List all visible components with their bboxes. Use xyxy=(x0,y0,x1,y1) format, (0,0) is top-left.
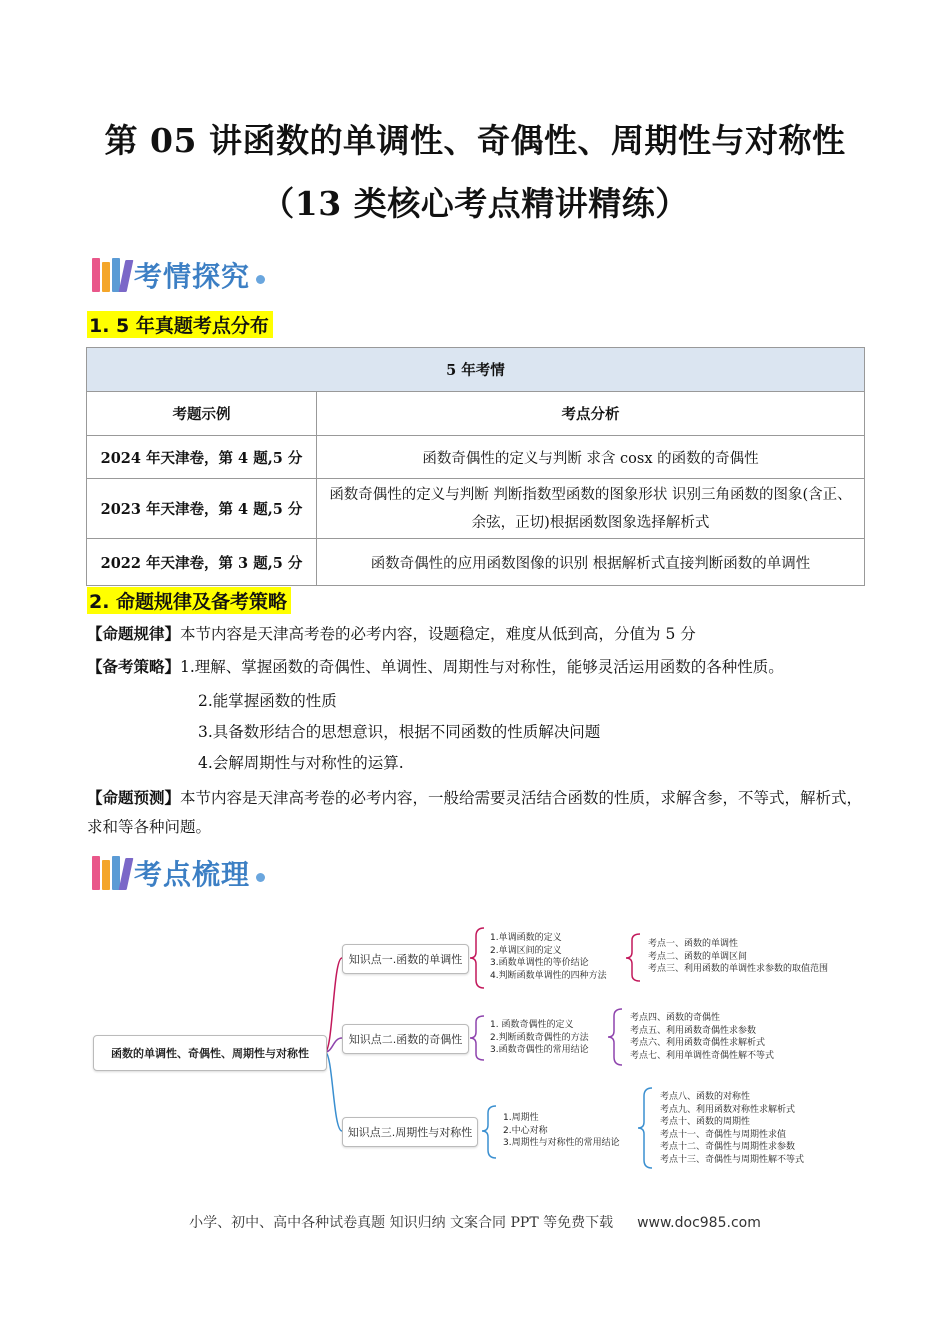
predict-label: 【命题预测】 xyxy=(87,789,181,807)
strategy-item: 2.能掌握函数的性质 xyxy=(198,692,337,710)
page-title: 第 05 讲函数的单调性、奇偶性、周期性与对称性 xyxy=(104,121,846,160)
mindmap-points-1 xyxy=(648,938,828,976)
list-item: 2.判断函数奇偶性的方法 xyxy=(490,1032,589,1043)
list-item: 考点九、利用函数对称性求解析式 xyxy=(660,1104,796,1115)
mindmap-items-3 xyxy=(503,1112,620,1150)
section-heading-1: 1. 5 年真题考点分布 xyxy=(87,311,273,338)
mindmap-branch-1: 知识点一.函数的单调性 xyxy=(342,944,469,974)
table-cell-year: 2023 年天津卷，第 4 题,5 分 xyxy=(87,479,317,539)
list-item: 考点七、利用单调性奇偶性解不等式 xyxy=(630,1050,775,1061)
table-cell-year: 2024 年天津卷，第 4 题,5 分 xyxy=(87,436,317,479)
list-item: 考点八、函数的对称性 xyxy=(660,1092,751,1102)
list-item: 考点十三、奇偶性与周期性解不等式 xyxy=(660,1154,805,1165)
footer-text: 小学、初中、高中各种试卷真题 知识归纳 文案合同 PPT 等免费下载 xyxy=(189,1215,614,1231)
brace-points-3 xyxy=(638,1088,652,1168)
list-item: 1.单调函数的定义 xyxy=(490,933,562,943)
rule-label: 【命题规律】 xyxy=(87,625,181,643)
table-cell-year: 2022 年天津卷，第 3 题,5 分 xyxy=(87,539,317,586)
banner-title: 考情探究 xyxy=(134,260,251,293)
list-item: 3.周期性与对称性的常用结论 xyxy=(503,1138,620,1148)
table-header-example: 考题示例 xyxy=(87,392,317,436)
mindmap-items-2 xyxy=(490,1019,589,1057)
list-item: 考点十二、奇偶性与周期性求参数 xyxy=(660,1142,796,1152)
list-item: 4.判断函数单调性的四种方法 xyxy=(490,970,607,981)
list-item: 2.单调区间的定义 xyxy=(490,945,562,956)
list-item: 2.中心对称 xyxy=(503,1125,548,1136)
mindmap-branch-2: 知识点二.函数的奇偶性 xyxy=(342,1024,469,1054)
list-item: 考点六、利用函数奇偶性求解析式 xyxy=(630,1038,766,1048)
strategy-item: 3.具备数形结合的思想意识，根据不同函数的性质解决问题 xyxy=(198,723,601,741)
list-item: 考点五、利用函数奇偶性求参数 xyxy=(630,1025,757,1036)
mindmap-items-1 xyxy=(490,932,607,982)
footer-url-link[interactable]: www.doc985.com xyxy=(637,1215,761,1231)
table-cell-analysis: 函数奇偶性的定义与判断 判断指数型函数的图象形状 识别三角函数的图象(含正、余弦，正切)根据函数图象选择解析式 xyxy=(317,479,865,539)
list-item: 1. 函数奇偶性的定义 xyxy=(490,1020,574,1030)
strategy-label: 【备考策略】 xyxy=(87,658,181,676)
list-item: 1.周期性 xyxy=(503,1113,539,1123)
list-item: 考点十一、奇偶性与周期性求值 xyxy=(660,1129,787,1140)
mindmap-branch-3: 知识点三.周期性与对称性 xyxy=(342,1117,478,1147)
brace-items-1 xyxy=(470,928,484,988)
section-heading-2: 2. 命题规律及备考策略 xyxy=(87,587,291,614)
mindmap-points-3 xyxy=(660,1091,804,1166)
list-item: 3.函数单调性的等价结论 xyxy=(490,958,589,968)
list-item: 3.函数奇偶性的常用结论 xyxy=(490,1045,589,1055)
mindmap-root: 函数的单调性、奇偶性、周期性与对称性 xyxy=(93,1035,327,1071)
predict-text: 本节内容是天津高考卷的必考内容，一般给需要灵活结合函数的性质，求解含参，不等式，解析式，求和等各种问题。 xyxy=(87,789,863,836)
strategy-item: 4.会解周期性与对称性的运算. xyxy=(198,754,404,772)
table-header-analysis: 考点分析 xyxy=(317,392,865,436)
list-item: 考点四、函数的奇偶性 xyxy=(630,1013,721,1023)
banner-title: 考点梳理 xyxy=(134,858,251,891)
table-cell-analysis: 函数奇偶性的定义与判断 求含 cosx 的函数的奇偶性 xyxy=(317,436,865,479)
list-item: 考点二、函数的单调区间 xyxy=(648,951,748,962)
strategy-item: 1.理解、掌握函数的奇偶性、单调性、周期性与对称性，能够灵活运用函数的各种性质。 xyxy=(180,658,784,676)
table-caption: 5 年考情 xyxy=(87,348,865,392)
list-item: 考点十、函数的周期性 xyxy=(660,1117,751,1127)
rule-text: 本节内容是天津高考卷的必考内容，设题稳定，难度从低到高，分值为 5 分 xyxy=(180,625,696,643)
list-item: 考点三、利用函数的单调性求参数的取值范围 xyxy=(648,964,829,974)
mindmap-points-2 xyxy=(630,1012,774,1062)
brace-items-2 xyxy=(470,1016,484,1060)
brace-points-2 xyxy=(608,1009,622,1065)
page-subtitle: （13 类核心考点精讲精练） xyxy=(261,184,689,223)
table-cell-analysis: 函数奇偶性的应用函数图像的识别 根据解析式直接判断函数的单调性 xyxy=(317,539,865,586)
list-item: 考点一、函数的单调性 xyxy=(648,939,739,949)
page-footer xyxy=(0,1212,950,1232)
brace-items-3 xyxy=(482,1106,496,1158)
brace-points-1 xyxy=(626,934,640,981)
connector-branch3 xyxy=(325,1052,342,1131)
